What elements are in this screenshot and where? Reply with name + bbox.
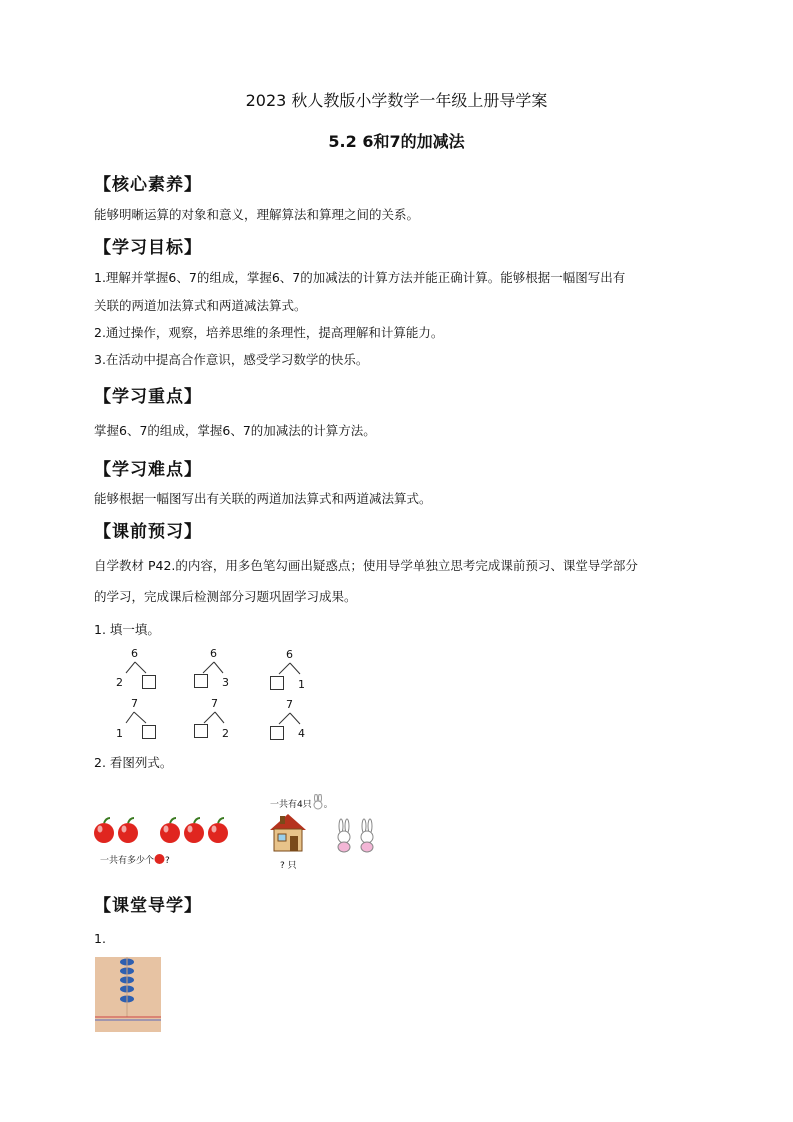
rabbits-caption-end: 。 — [323, 800, 333, 810]
tree-right-number: 1 — [298, 678, 305, 691]
goal-line: 3.在活动中提高合作意识，感受学习数学的快乐。 — [94, 352, 369, 367]
tree-top-number: 6 — [131, 647, 138, 660]
answer-box[interactable] — [270, 726, 284, 740]
number-tree — [112, 697, 172, 743]
apple-icon — [208, 818, 228, 843]
number-tree — [266, 698, 326, 744]
house-caption: ? 只 — [280, 861, 297, 871]
apples-picture — [94, 816, 244, 870]
tree-top-number: 6 — [286, 648, 293, 661]
apples-caption-text: 一共有多少个 — [100, 856, 155, 866]
question-1-label: 1. 填一填。 — [94, 622, 160, 637]
rabbit-icon — [338, 819, 350, 852]
answer-box[interactable] — [194, 674, 208, 688]
apples-caption — [100, 853, 170, 866]
goal-line: 1.理解并掌握6、7的组成，掌握6、7的加减法的计算方法并能正确计算。能够根据一幅图写出有 — [94, 270, 626, 285]
tree-right-number: 3 — [222, 676, 229, 689]
tree-top-number: 6 — [210, 647, 217, 660]
tree-left-number: 1 — [116, 727, 123, 740]
rabbits-group — [335, 818, 380, 854]
difficult-heading: 【学习难点】 — [94, 460, 202, 480]
answer-box[interactable] — [270, 676, 284, 690]
difficult-text: 能够根据一幅图写出有关联的两道加法算式和两道减法算式。 — [94, 491, 432, 506]
question-2-label: 2. 看图列式。 — [94, 755, 173, 770]
apple-icon — [160, 818, 180, 843]
answer-box[interactable] — [142, 675, 156, 689]
tree-left-number: 2 — [116, 676, 123, 689]
tree-right-number: 2 — [222, 727, 229, 740]
tree-top-number: 7 — [131, 697, 138, 710]
preview-line: 的学习，完成课后检测部分习题巩固学习成果。 — [94, 589, 357, 604]
apple-icon — [118, 818, 138, 843]
core-heading: 【核心素养】 — [94, 175, 202, 195]
apple-icon — [184, 818, 204, 843]
classroom-heading: 【课堂导学】 — [94, 896, 202, 916]
answer-box[interactable] — [194, 724, 208, 738]
core-text: 能够明晰运算的对象和意义，理解算法和算理之间的关系。 — [94, 207, 420, 222]
number-tree — [190, 697, 250, 743]
tree-top-number: 7 — [286, 698, 293, 711]
rabbits-caption — [270, 794, 333, 810]
number-tree — [266, 648, 326, 694]
goals-heading: 【学习目标】 — [94, 238, 202, 258]
apple-icon — [94, 818, 114, 843]
classroom-question-1: 1. — [94, 931, 106, 946]
apple-icon — [154, 853, 165, 864]
tree-top-number: 7 — [211, 697, 218, 710]
rabbit-icon — [361, 819, 373, 852]
rabbits-caption-text: 一共有4只 — [270, 800, 312, 810]
tree-right-number: 4 — [298, 727, 305, 740]
key-text: 掌握6、7的组成，掌握6、7的加减法的计算方法。 — [94, 423, 376, 438]
number-tree — [190, 647, 250, 693]
counting-board — [95, 957, 161, 1032]
answer-box[interactable] — [142, 725, 156, 739]
apples-group — [94, 816, 239, 846]
preview-heading: 【课前预习】 — [94, 522, 202, 542]
goal-line: 2.通过操作，观察，培养思维的条理性，提高理解和计算能力。 — [94, 325, 444, 340]
document-title: 2023 秋人教版小学数学一年级上册导学案 — [245, 91, 548, 110]
house-icon — [268, 812, 308, 854]
apples-caption-end: ? — [165, 856, 170, 866]
key-heading: 【学习重点】 — [94, 387, 202, 407]
rabbit-icon — [312, 794, 324, 810]
number-tree — [108, 647, 168, 693]
lesson-subtitle: 5.2 6和7的加减法 — [328, 132, 465, 151]
goal-line: 关联的两道加法算式和两道减法算式。 — [94, 298, 307, 313]
preview-line: 自学教材 P42.的内容，用多色笔勾画出疑惑点；使用导学单独立思考完成课前预习、课堂导学部分 — [94, 558, 638, 573]
counters-illustration — [95, 957, 161, 1032]
